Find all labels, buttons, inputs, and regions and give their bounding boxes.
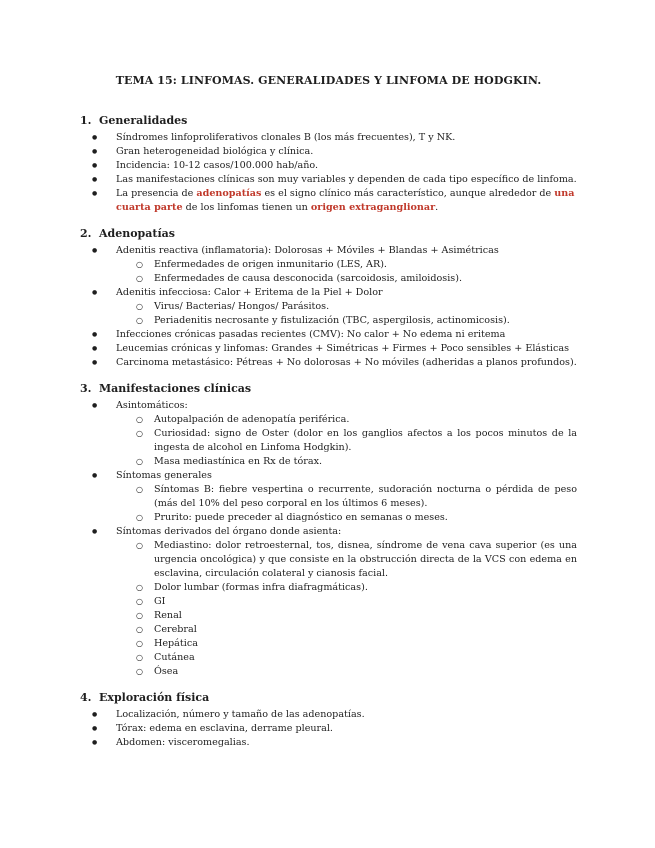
- sub-item: ○ Síntomas B: fiebre vespertina o recurrente, sudoración nocturna o pérdida de peso (más del 10% del peso corporal en los últimos 6 meses).: [116, 483, 577, 511]
- list-item-text: Adenitis infecciosa: Calor + Eritema de la Piel + Dolor: [116, 287, 383, 298]
- text-fragment: es el signo clínico más característico, aunque alrededor de: [261, 188, 555, 199]
- section-adenopatias: [80, 226, 577, 370]
- highlight-adenopatias: adenopatías: [196, 188, 262, 199]
- list-item: [80, 525, 577, 679]
- section-title: Adenopatías: [99, 227, 175, 240]
- sub-item: ○ Dolor lumbar (formas infra diafragmáticas).: [116, 581, 577, 595]
- highlight-cuarta-parte: una cuarta parte: [116, 188, 575, 213]
- list-item-adenopatias: [80, 187, 577, 215]
- section-heading: [80, 381, 577, 396]
- text-fragment: .: [435, 202, 439, 213]
- sub-item: ○ Cutánea: [116, 651, 577, 665]
- sub-list: [116, 258, 577, 286]
- document-title: TEMA 15: LINFOMAS. GENERALIDADES Y LINFOMA DE HODGKIN.: [115, 74, 542, 87]
- sub-item: ○ Enfermedades de origen inmunitario (LES, AR).: [116, 258, 577, 272]
- sub-list: [116, 539, 577, 679]
- sub-item: ○ Cerebral: [116, 623, 577, 637]
- list-item-text: Síntomas derivados del órgano donde asienta:: [116, 526, 342, 537]
- list-item: ● Localización, número y tamaño de las adenopatías.: [80, 708, 577, 722]
- bullet-list: [80, 131, 577, 215]
- section-number: 2.: [80, 227, 92, 240]
- list-item-text: Asintomáticos:: [116, 400, 188, 411]
- sub-item: ○ Virus/ Bacterias/ Hongos/ Parásitos.: [116, 300, 577, 314]
- list-item: ● Gran heterogeneidad biológica y clínica.: [80, 145, 577, 159]
- sub-item: ○ GI: [116, 595, 577, 609]
- sub-item: ○ Prurito: puede preceder al diagnóstico en semanas o meses.: [116, 511, 577, 525]
- section-title: Generalidades: [99, 114, 188, 127]
- sub-item: ○ Enfermedades de causa desconocida (sarcoidosis, amiloidosis).: [116, 272, 577, 286]
- highlight-origen-extraganglionar: origen extraganglionar: [310, 202, 436, 213]
- list-item-text: Adenitis reactiva (inflamatoria): Dolorosas + Móviles + Blandas + Asimétricas: [116, 245, 499, 256]
- sub-item: ○ Curiosidad: signo de Oster (dolor en los ganglios afectos a los pocos minutos de la ingesta de alcohol en Linfoma Hodgkin).: [116, 427, 577, 455]
- section-heading: [80, 226, 577, 241]
- list-item: ● Tórax: edema en esclavina, derrame pleural.: [80, 722, 577, 736]
- section-heading: [80, 113, 577, 128]
- section-number: 1.: [80, 114, 92, 127]
- sub-list: [116, 300, 577, 328]
- list-item: ● Leucemias crónicas y linfomas: Grandes + Simétricas + Firmes + Poco sensibles + Elásticas: [80, 342, 577, 356]
- sub-item: ○ Ósea: [116, 665, 577, 679]
- sub-item: ○ Renal: [116, 609, 577, 623]
- section-manifestaciones-clinicas: [80, 381, 577, 679]
- list-item: ● Las manifestaciones clínicas son muy variables y dependen de cada tipo específico de linfoma.: [80, 173, 577, 187]
- section-heading: [80, 690, 577, 705]
- sub-item: ○ Autopalpación de adenopatía periférica.: [116, 413, 577, 427]
- section-generalidades: [80, 113, 577, 215]
- sub-list: [116, 483, 577, 525]
- list-item: ● Síndromes linfoproliferativos clonales B (los más frecuentes), T y NK.: [80, 131, 577, 145]
- list-item-text: Síntomas generales: [116, 470, 212, 481]
- sub-item: ○ Masa mediastínica en Rx de tórax.: [116, 455, 577, 469]
- text-fragment: La presencia de: [116, 188, 197, 199]
- list-item: [80, 399, 577, 469]
- section-exploracion-fisica: [80, 690, 577, 750]
- sub-item: ○ Periadenitis necrosante y fistulización (TBC, aspergilosis, actinomicosis).: [116, 314, 577, 328]
- bullet-list: [80, 708, 577, 750]
- list-item: [80, 244, 577, 286]
- sub-item: ○ Mediastino: dolor retroesternal, tos, disnea, síndrome de vena cava superior (es una urgencia oncológica) y que consiste en la obstrucción directa de la VCS con edema en esclavina, circulación colateral y cianosis facial.: [116, 539, 577, 581]
- list-item: ● Incidencia: 10-12 casos/100.000 hab/año.: [80, 159, 577, 173]
- bullet-list: [80, 399, 577, 679]
- sub-item: ○ Hepática: [116, 637, 577, 651]
- section-number: 4.: [80, 691, 92, 704]
- text-fragment: de los linfomas tienen un: [182, 202, 311, 213]
- section-title: Manifestaciones clínicas: [99, 382, 252, 395]
- list-item: ● Infecciones crónicas pasadas recientes (CMV): No calor + No edema ni eritema: [80, 328, 577, 342]
- section-number: 3.: [80, 382, 92, 395]
- list-item: ● Abdomen: visceromegalias.: [80, 736, 577, 750]
- section-title: Exploración física: [99, 691, 210, 704]
- list-item: ● Carcinoma metastásico: Pétreas + No dolorosas + No móviles (adheridas a planos profundos).: [80, 356, 577, 370]
- sub-list: [116, 413, 577, 469]
- bullet-list: [80, 244, 577, 370]
- list-item: [80, 286, 577, 328]
- list-item: [80, 469, 577, 525]
